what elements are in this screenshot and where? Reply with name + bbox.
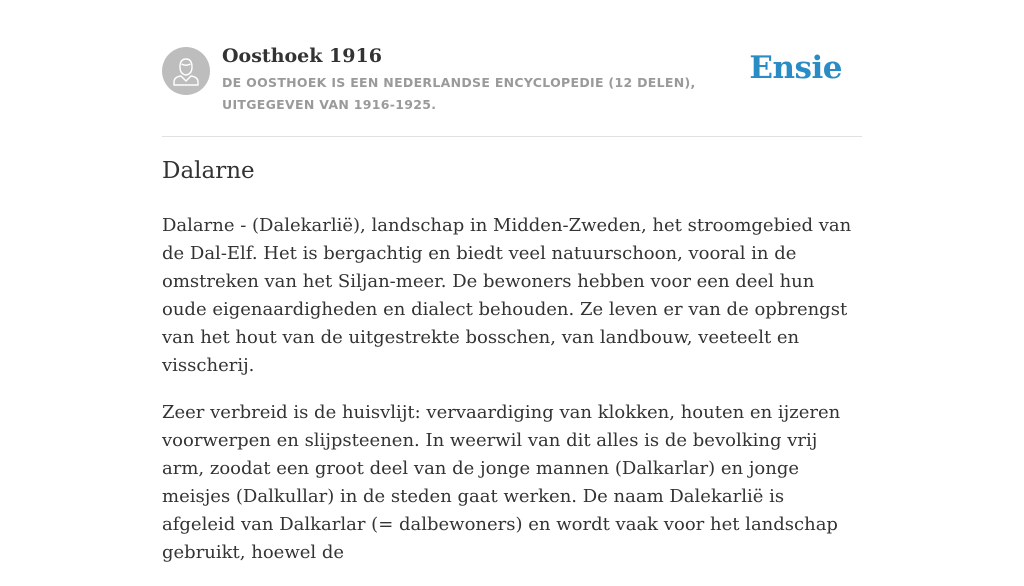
avatar[interactable]	[162, 47, 210, 95]
article-paragraph: Dalarne - (Dalekarlië), landschap in Midden-Zweden, het stroomgebied van de Dal-Elf. Het is bergachtig en biedt veel natuurschoon, vooral in de omstreken van het Siljan-meer. De bewoners hebben voor een deel hun oude eigenaardigheden en dialect behouden. Ze leven er van de opbrengst van het hout van de uitgestrekte bosschen, van landbouw, veeteelt en visscherij.	[162, 215, 852, 376]
user-icon	[162, 47, 210, 95]
page	[162, 0, 862, 563]
source-header	[162, 0, 862, 137]
article-body	[162, 212, 862, 586]
source-description: DE OOSTHOEK IS EEN NEDERLANDSE ENCYCLOPEDIE (12 DELEN), UITGEGEVEN VAN 1916-1925.	[222, 75, 696, 112]
article-paragraph: Zeer verbreid is de huisvlijt: vervaardiging van klokken, houten en ijzeren voorwerpen en slijpsteenen. In weerwil van dit alles is de bevolking vrij arm, zoodat een groot deel van de jonge mannen (Dalkarlar) en jonge meisjes (Dalkullar) in de steden gaat werken. De naam Dalekarlië is afgeleid van Dalkarlar (= dalbewoners) en wordt vaak voor het landschap gebruikt, hoewel de	[162, 402, 841, 563]
source-title[interactable]: Oosthoek 1916	[222, 45, 382, 67]
ensie-logo[interactable]: Ensie	[749, 50, 842, 86]
article-title: Dalarne	[162, 158, 255, 184]
